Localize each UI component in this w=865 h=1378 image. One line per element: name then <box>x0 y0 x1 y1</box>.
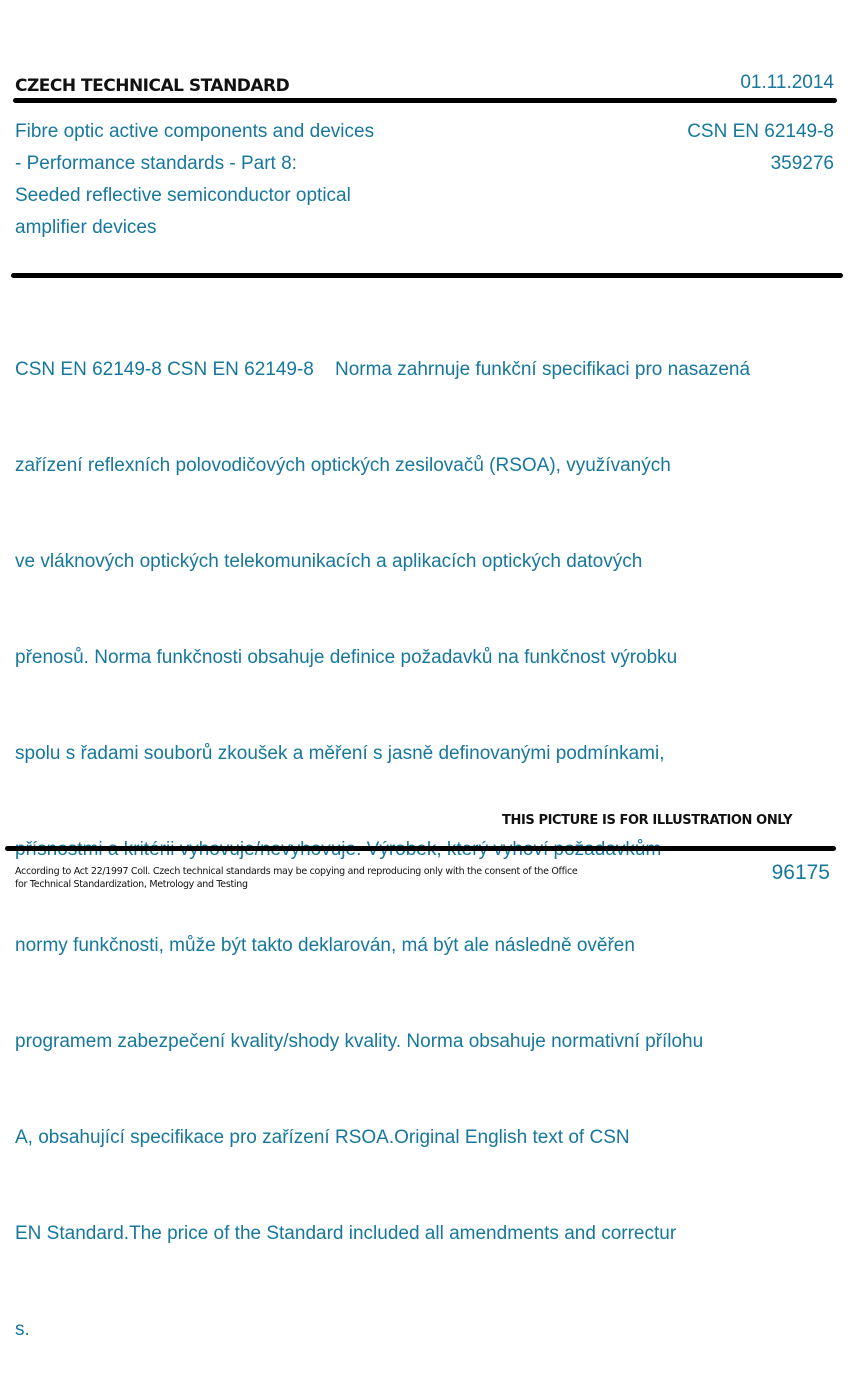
description-line: CSN EN 62149-8 CSN EN 62149-8 Norma zahrnuje funkční specifikaci pro nasazená <box>15 359 751 380</box>
description-line: A, obsahující specifikace pro zařízení RSOA.Original English text of CSN <box>15 1127 630 1148</box>
title-line: - Performance standards - Part 8: <box>15 153 297 174</box>
description-line: s. <box>15 1319 30 1340</box>
title-line: amplifier devices <box>15 217 157 238</box>
standard-title <box>15 116 374 244</box>
description-line: ve vláknových optických telekomunikacích a aplikacích optických datových <box>15 551 643 572</box>
title-divider <box>11 273 843 278</box>
description-line: programem zabezpečení kvality/shody kvality. Norma obsahuje normativní přílohu <box>15 1031 704 1052</box>
title-line: Seeded reflective semiconductor optical <box>15 185 351 206</box>
document-type-label: CZECH TECHNICAL STANDARD <box>15 76 290 96</box>
description-line: normy funkčnosti, může být takto deklarován, má být ale následně ověřen <box>15 935 635 956</box>
description-line: spolu s řadami souborů zkoušek a měření s jasně definovanými podmínkami, <box>15 743 665 764</box>
illustration-note: THIS PICTURE IS FOR ILLUSTRATION ONLY <box>502 813 793 828</box>
legal-line: According to Act 22/1997 Coll. Czech technical standards may be copying and reproducing only with the consent of the Office <box>15 866 578 877</box>
document-number: 96175 <box>771 861 830 884</box>
standard-description <box>15 290 750 1378</box>
description-line: zařízení reflexních polovodičových optických zesilovačů (RSOA), využívaných <box>15 455 671 476</box>
legal-notice <box>15 865 577 891</box>
description-line: EN Standard.The price of the Standard included all amendments and correctur <box>15 1223 677 1244</box>
standard-code-block <box>687 116 834 180</box>
publication-date: 01.11.2014 <box>740 72 834 93</box>
title-line: Fibre optic active components and devices <box>15 121 375 142</box>
header-divider <box>13 98 837 103</box>
standard-code: CSN EN 62149-8 <box>687 121 834 142</box>
footer-divider <box>5 846 836 851</box>
legal-line: for Technical Standardization, Metrology and Testing <box>15 879 248 890</box>
description-line: přenosů. Norma funkčnosti obsahuje definice požadavků na funkčnost výrobku <box>15 647 678 668</box>
class-number: 359276 <box>770 153 834 174</box>
